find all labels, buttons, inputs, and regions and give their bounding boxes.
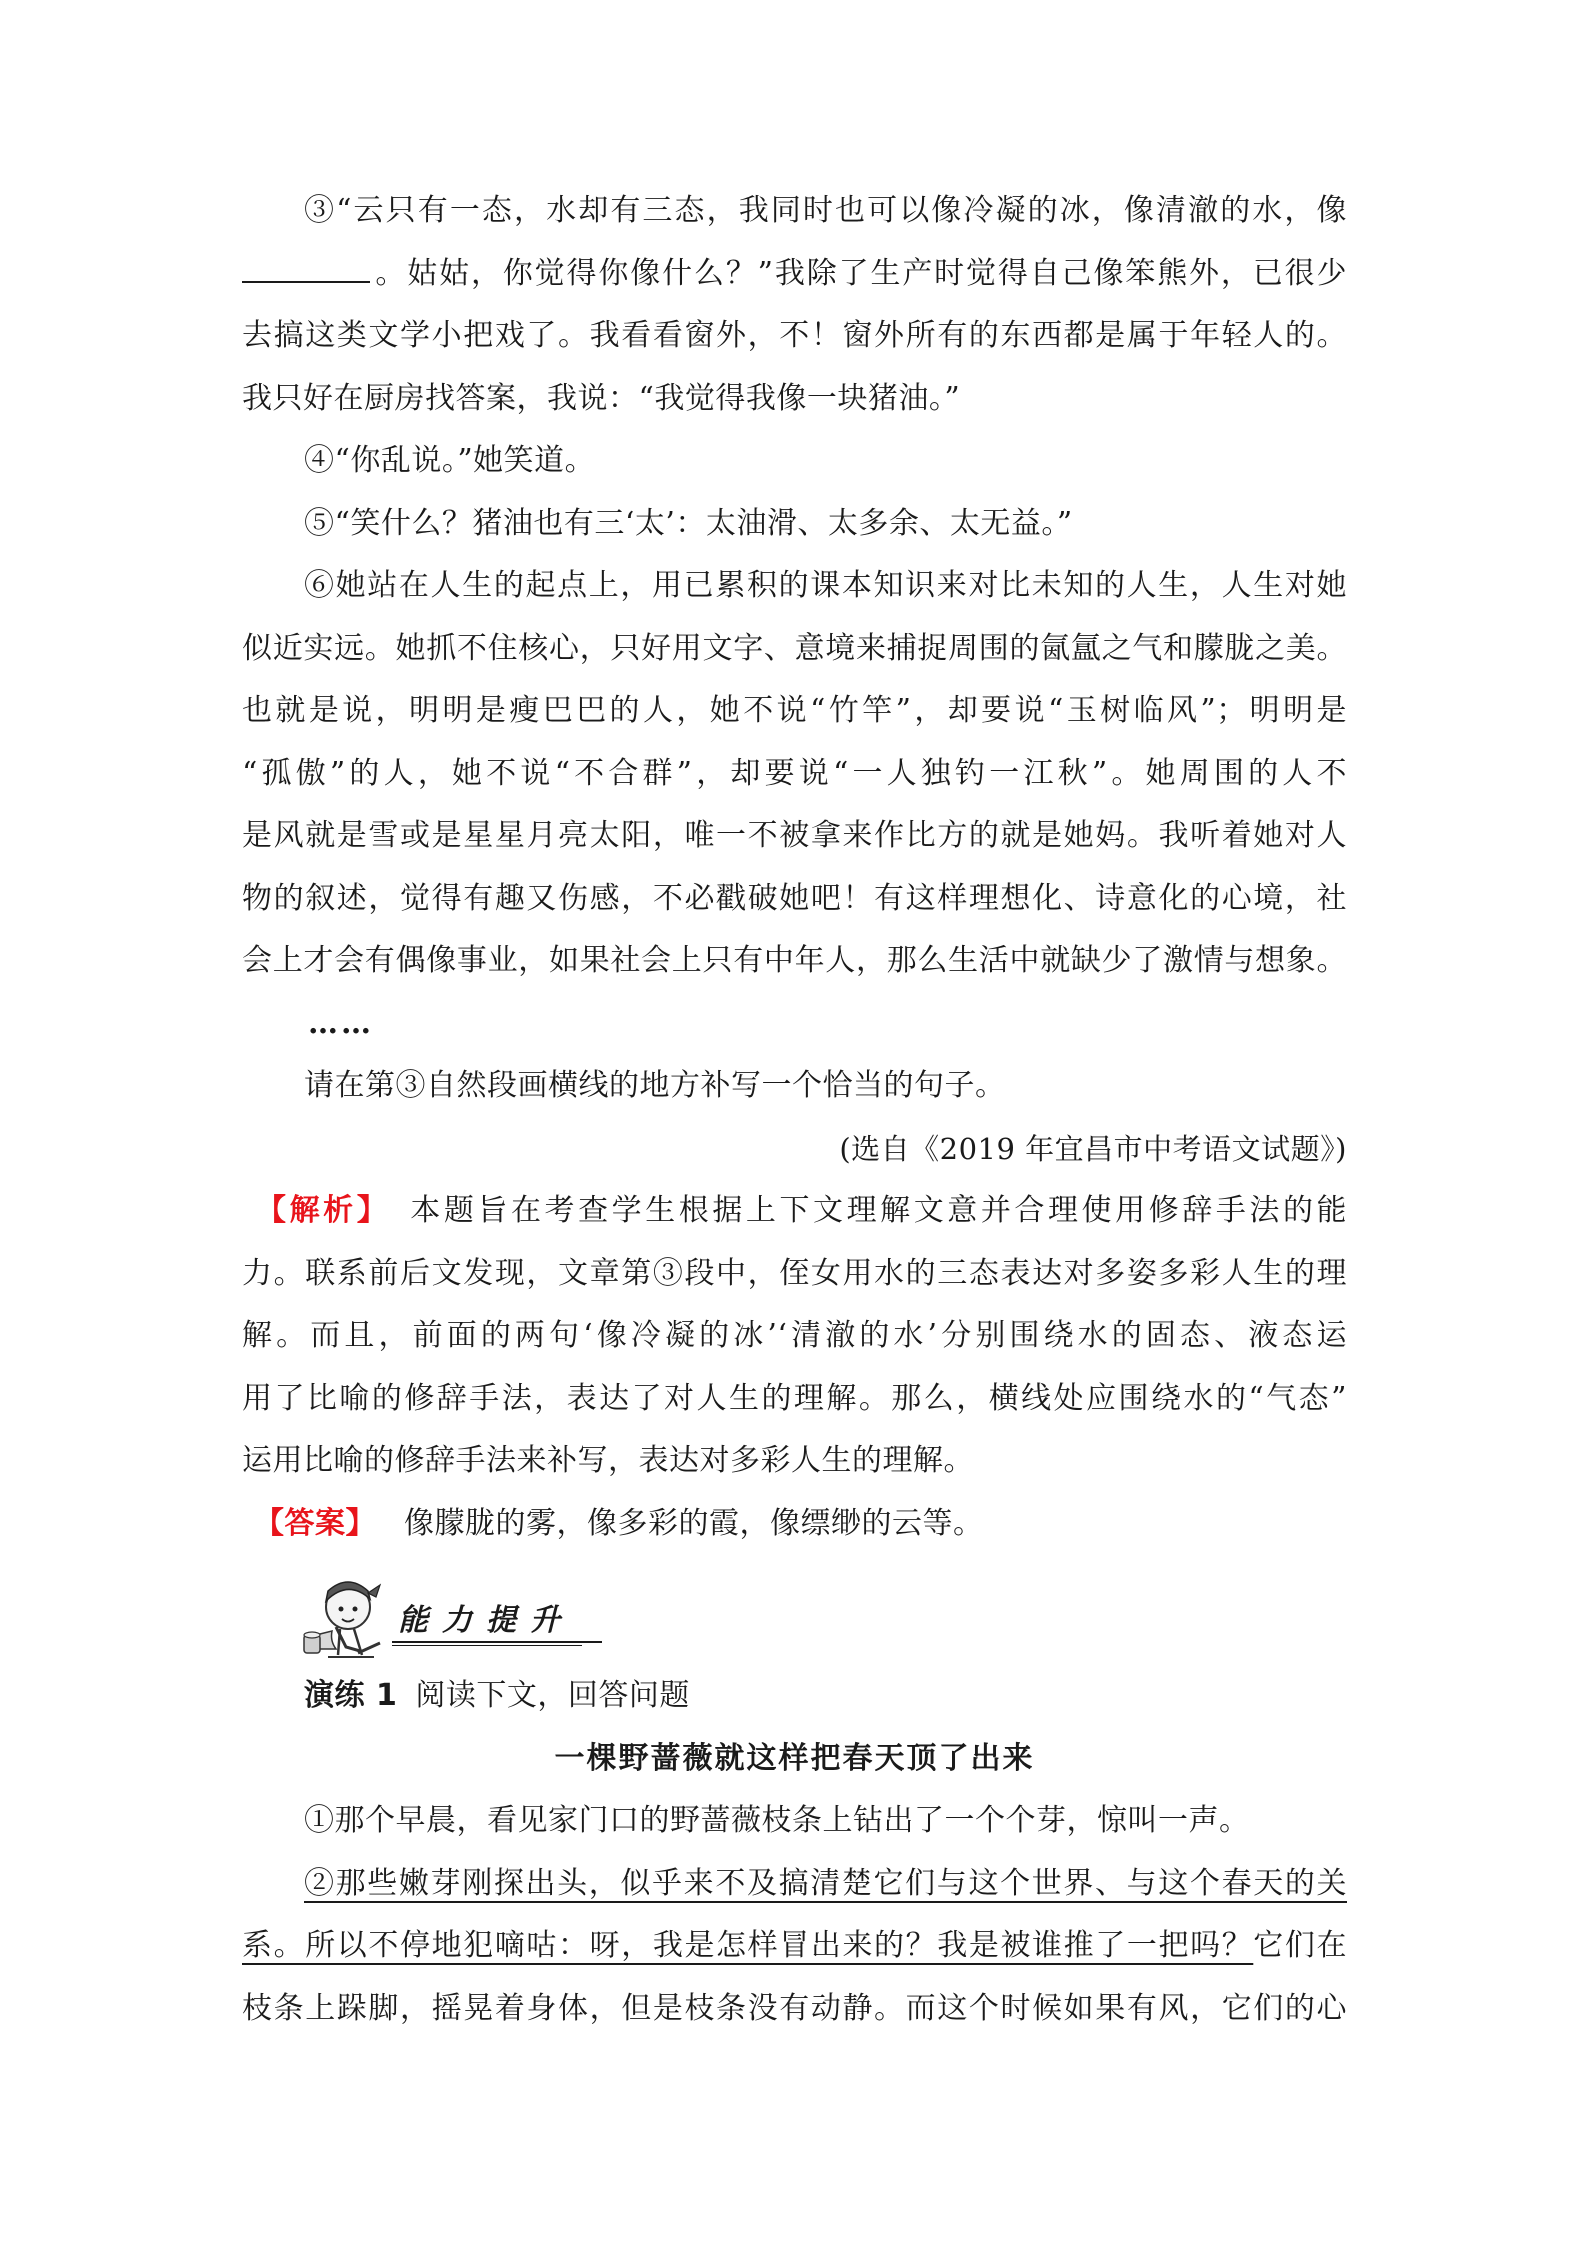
article-paragraph-2-line-2 xyxy=(242,1915,1347,1978)
document-page xyxy=(242,180,1347,2040)
answer-tag: 【答案】 xyxy=(254,1505,376,1541)
fill-in-blank[interactable] xyxy=(242,255,370,283)
paragraph-6-line-6: 物的叙述，觉得有趣又伤感，不必戳破她吧！有这样理想化、诗意化的心境，社 xyxy=(242,880,1347,916)
paragraph-3-line-2-text: 。姑姑，你觉得你像什么？”我除了生产时觉得自己像笨熊外，已很少 xyxy=(374,255,1347,291)
paragraph-6-line-1: ⑥她站在人生的起点上，用已累积的课本知识来对比未知的人生，人生对她 xyxy=(304,568,1347,603)
paragraph-5: ⑤“笑什么？猪油也有三‘太’：太油滑、太多余、太无益。” xyxy=(304,505,1073,541)
paragraph-3-line-3: 去搞这类文学小把戏了。我看看窗外，不！窗外所有的东西都是属于年轻人的。 xyxy=(242,318,1347,353)
section-title-underline xyxy=(392,1641,602,1643)
exercise-line xyxy=(242,1665,1347,1728)
analysis-line-3: 解。而且，前面的两句‘像冷凝的冰’‘清澈的水’分别围绕水的固态、液态运 xyxy=(242,1318,1347,1353)
analysis-line-5: 运用比喻的修辞手法来补写，表达对多彩人生的理解。 xyxy=(242,1443,974,1478)
paragraph-3-line-2 xyxy=(242,243,1347,306)
question-text: 请在第③自然段画横线的地方补写一个恰当的句子。 xyxy=(304,1068,1006,1103)
analysis-tag: 【解析】 xyxy=(256,1193,391,1228)
student-mascot-icon xyxy=(302,1569,384,1659)
underlined-passage-part-2: 系。所以不停地犯嘀咕：呀，我是怎样冒出来的？我是被谁推了一把吗？ xyxy=(242,1928,1254,1963)
paragraph-3-line-4: 我只好在厨房找答案，我说：“我觉得我像一块猪油。” xyxy=(242,380,961,416)
paragraph-6-line-2: 似近实远。她抓不住核心，只好用文字、意境来捕捉周围的氤氲之气和朦胧之美。 xyxy=(242,630,1347,666)
section-title-underline-2 xyxy=(392,1645,582,1646)
article-paragraph-2-line-2-rest: 它们在 xyxy=(1253,1928,1348,1963)
analysis-line-2: 力。联系前后文发现，文章第③段中，侄女用水的三态表达对多姿多彩人生的理 xyxy=(242,1255,1347,1291)
answer-text: 像朦胧的雾，像多彩的霞，像缥缈的云等。 xyxy=(404,1505,984,1541)
paragraph-6-line-7: 会上才会有偶像事业，如果社会上只有中年人，那么生活中就缺少了激情与想象。 xyxy=(242,943,1347,978)
underlined-passage-part-1: ②那些嫩芽刚探出头，似乎来不及搞清楚它们与这个世界、与这个春天的关 xyxy=(304,1865,1347,1901)
paragraph-3-line-1: ③“云只有一态，水却有三态，我同时也可以像冷凝的冰，像清澈的水，像 xyxy=(304,193,1347,228)
section-title: 能力提升 xyxy=(398,1603,574,1638)
analysis-line-1-text: 本题旨在考查学生根据上下文理解文意并合理使用修辞手法的能 xyxy=(410,1193,1348,1228)
analysis-line-4: 用了比喻的修辞手法，表达了对人生的理解。那么，横线处应围绕水的“气态” xyxy=(242,1380,1347,1416)
article-paragraph-2-line-3: 枝条上跺脚，摇晃着身体，但是枝条没有动静。而这个时候如果有风，它们的心 xyxy=(242,1990,1347,2026)
answer-line xyxy=(242,1493,1347,1556)
paragraph-6-line-5: 是风就是雪或是星星月亮太阳，唯一不被拿来作比方的就是她妈。我听着她对人 xyxy=(242,818,1347,853)
paragraph-6-line-4: “孤傲”的人，她不说“不合群”，却要说“一人独钓一江秋”。她周围的人不 xyxy=(242,755,1347,791)
section-header xyxy=(242,1569,1347,1665)
ellipsis: …… xyxy=(308,1005,374,1041)
exercise-instruction: 阅读下文，回答问题 xyxy=(415,1678,690,1713)
analysis-line-1 xyxy=(242,1180,1347,1243)
paragraph-4: ④“你乱说。”她笑道。 xyxy=(304,443,596,478)
paragraph-6-line-3: 也就是说，明明是瘦巴巴的人，她不说“竹竿”，却要说“玉树临风”；明明是 xyxy=(242,693,1347,728)
article-paragraph-2-line-1 xyxy=(242,1853,1347,1916)
article-paragraph-1: ①那个早晨，看见家门口的野蔷薇枝条上钻出了一个个芽，惊叫一声。 xyxy=(304,1803,1250,1838)
exercise-label: 演练 1 xyxy=(304,1678,398,1713)
article-title: 一棵野蔷薇就这样把春天顶了出来 xyxy=(554,1740,1035,1776)
source-citation: (选自《2019 年宜昌市中考语文试题》) xyxy=(839,1131,1347,1166)
